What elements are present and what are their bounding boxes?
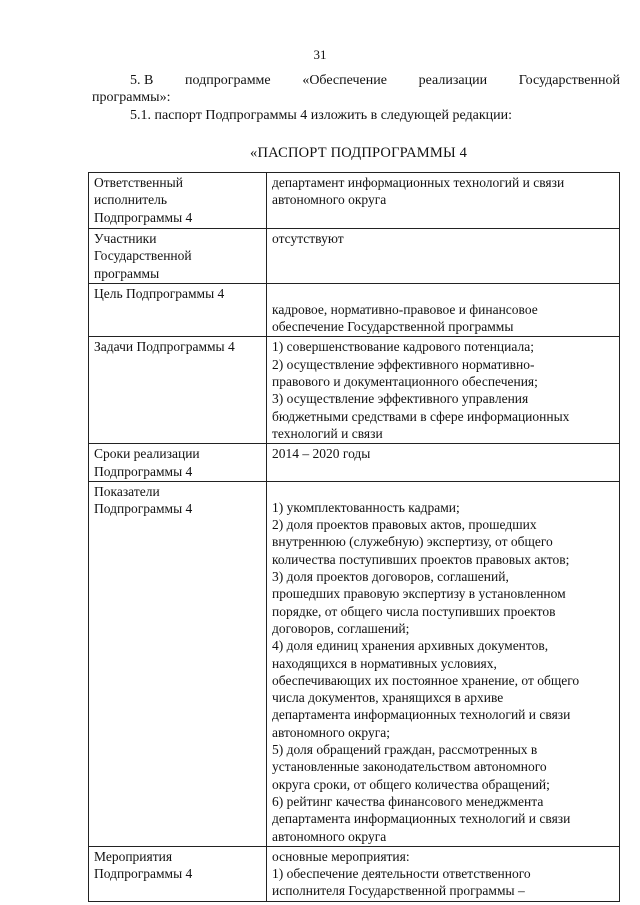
- row-value-line: 1) укомплектованность кадрами;: [272, 499, 460, 515]
- row-value-line: бюджетными средствами в сфере информационных: [272, 408, 570, 424]
- intro-line-1: [92, 72, 620, 89]
- row-value-line: обеспечение Государственной программы: [272, 319, 514, 335]
- passport-row: [89, 481, 620, 846]
- passport-row: [89, 846, 620, 901]
- intro-word: «Обеспечение: [302, 73, 387, 88]
- row-value-cell: [267, 173, 620, 229]
- row-value-line: обеспечивающих их постоянное хранение, от общего: [272, 672, 580, 688]
- row-value-line: 3) осуществление эффективного управления: [272, 391, 529, 407]
- row-label-line: Цель Подпрограммы 4: [94, 285, 225, 301]
- row-value-line: 1) совершенствование кадрового потенциала;: [272, 339, 534, 355]
- row-label-line: Участники: [94, 231, 157, 246]
- row-label-line: Подпрограммы 4: [94, 866, 193, 882]
- row-value-line: 5) доля обращений граждан, рассмотренных в: [272, 742, 538, 758]
- row-value-line: департамента информационных технологий и связи: [272, 707, 571, 723]
- row-value-line: автономного округа;: [272, 724, 390, 740]
- row-value-line: договоров, соглашений;: [272, 620, 410, 636]
- row-value-line: 2) доля проектов правовых актов, прошедших: [272, 517, 537, 533]
- row-value-cell: [267, 846, 620, 901]
- passport-heading: «ПАСПОРТ ПОДПРОГРАММЫ 4: [250, 145, 468, 161]
- intro-word: Государственной: [518, 73, 620, 88]
- row-value-line: департамента информационных технологий и связи: [272, 811, 571, 827]
- intro-word: 5. В: [130, 73, 154, 88]
- row-value-line: 3) доля проектов договоров, соглашений,: [272, 569, 509, 585]
- row-label-line: Показатели: [94, 483, 160, 499]
- row-label-cell: [89, 481, 267, 846]
- row-label-cell: [89, 229, 267, 284]
- row-label-line: Ответственный: [94, 175, 183, 190]
- passport-row: [89, 173, 620, 229]
- row-label-line: Подпрограммы 4: [94, 463, 193, 479]
- row-value-cell: [267, 337, 620, 444]
- row-label-cell: [89, 173, 267, 229]
- row-value-line: находящихся в нормативных условиях,: [272, 655, 497, 671]
- row-label-line: Подпрограммы 4: [94, 209, 193, 225]
- passport-table: [88, 172, 620, 902]
- row-label-line: Задачи Подпрограммы 4: [94, 339, 235, 355]
- row-value-line: 2) осуществление эффективного нормативно-: [272, 356, 535, 372]
- row-value-line: 6) рейтинг качества финансового менеджмента: [272, 793, 544, 809]
- intro-word: реализации: [418, 73, 488, 88]
- row-value-line: исполнителя Государственной программы –: [272, 883, 525, 899]
- row-value-line: департамент информационных технологий и связи: [272, 175, 565, 190]
- intro-paragraph: [92, 72, 620, 106]
- row-value-cell: [267, 229, 620, 284]
- row-value-line: количества поступивших проектов правовых актов;: [272, 551, 570, 567]
- row-value-line: отсутствуют: [272, 231, 344, 246]
- row-label-line: Подпрограммы 4: [94, 501, 193, 517]
- passport-row: [89, 444, 620, 482]
- passport-row: [89, 283, 620, 337]
- row-value-line: внутреннюю (служебную) экспертизу, от общего: [272, 534, 553, 550]
- row-value-line: автономного округа: [272, 828, 387, 844]
- row-value-line: основные мероприятия:: [272, 848, 410, 864]
- row-label-cell: [89, 846, 267, 901]
- row-label-line: Государственной: [94, 248, 192, 264]
- row-value-line: прошедших правовую экспертизу в установленном: [272, 586, 566, 602]
- row-label-cell: [89, 337, 267, 444]
- row-value-line: технологий и связи: [272, 425, 383, 441]
- row-value-cell: [267, 481, 620, 846]
- row-value-cell: [267, 444, 620, 482]
- row-label-cell: [89, 444, 267, 482]
- row-label-line: программы: [94, 265, 160, 281]
- row-label-line: Сроки реализации: [94, 446, 200, 462]
- intro-word: подпрограмме: [185, 73, 271, 88]
- row-value-line: 2014 – 2020 годы: [272, 446, 371, 462]
- row-value-line: кадровое, нормативно-правовое и финансовое: [272, 301, 538, 317]
- row-value-line: 4) доля единиц хранения архивных документов,: [272, 638, 549, 654]
- row-value-line: автономного округа: [272, 192, 387, 208]
- row-label-cell: [89, 283, 267, 337]
- intro-line-1-end: программы»:: [92, 90, 171, 105]
- row-value-line: числа документов, хранящихся в архиве: [272, 690, 504, 706]
- intro-line-2: 5.1. паспорт Подпрограммы 4 изложить в следующей редакции:: [130, 108, 513, 123]
- row-label-line: исполнитель: [94, 192, 167, 208]
- passport-row: [89, 337, 620, 444]
- row-value-line: правового и документационного обеспечения;: [272, 374, 538, 390]
- row-label-line: Мероприятия: [94, 848, 173, 864]
- row-value-line: порядке, от общего числа поступивших проектов: [272, 603, 556, 619]
- passport-row: [89, 229, 620, 284]
- row-value-cell: [267, 283, 620, 337]
- row-value-line: округа сроки, от общего количества обращений;: [272, 776, 550, 792]
- row-value-line: 1) обеспечение деятельности ответственного: [272, 866, 531, 882]
- row-value-line: установленные законодательством автономного: [272, 759, 547, 775]
- page-number: 31: [313, 47, 327, 62]
